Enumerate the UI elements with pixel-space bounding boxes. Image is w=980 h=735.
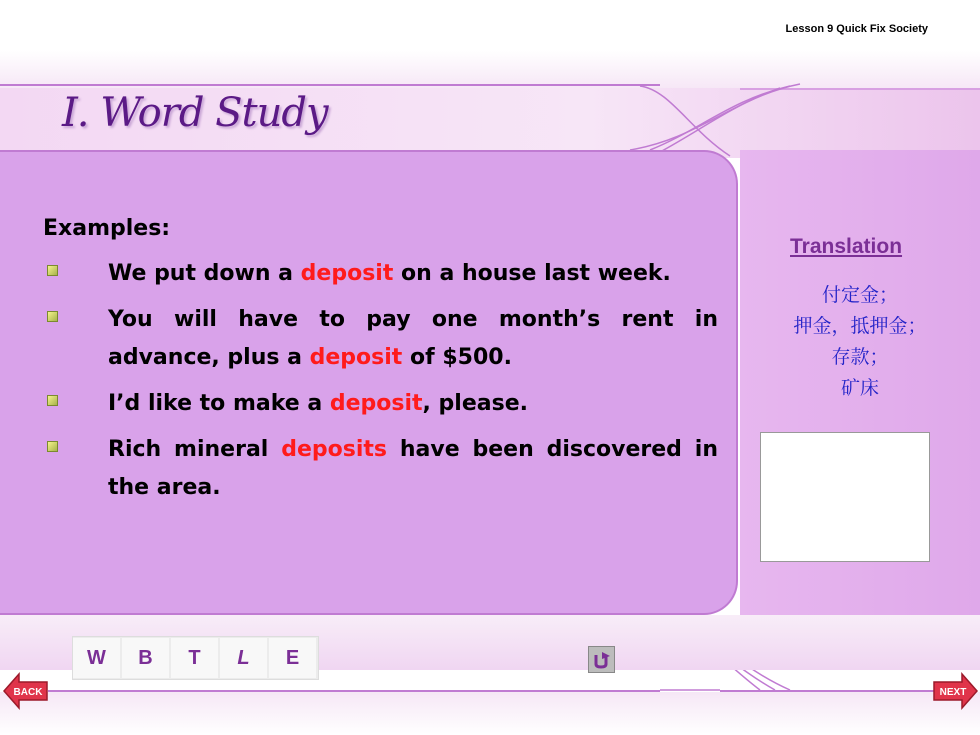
translation-line: 付定金； [821, 284, 898, 306]
lesson-title: Lesson 9 Quick Fix Society [785, 23, 928, 35]
back-label: BACK [13, 687, 43, 698]
nav-l-button[interactable]: L [220, 638, 267, 678]
next-button[interactable] [932, 672, 978, 710]
nav-e-button[interactable]: E [269, 638, 316, 678]
square-bullet-icon [47, 265, 58, 276]
back-button[interactable] [3, 672, 49, 710]
translation-link[interactable]: Translation [790, 235, 903, 258]
translation-line: 存款； [831, 346, 889, 368]
translation-line: 押金，抵押金； [793, 315, 927, 337]
example-sentence: Rich mineral deposits have been discovered in the area. [108, 437, 718, 500]
keyword-highlight: deposits [281, 437, 387, 462]
list-item [43, 385, 718, 423]
back-arrow-icon [3, 672, 49, 710]
example-list [43, 255, 718, 515]
example-sentence: We put down a deposit on a house last week. [108, 261, 671, 286]
list-item [43, 301, 718, 377]
keyword-highlight: deposit [309, 345, 403, 370]
square-bullet-icon [47, 441, 58, 452]
return-button[interactable] [588, 646, 615, 673]
keyword-highlight: deposit [300, 261, 394, 286]
example-sentence: You will have to pay one month’s rent in advance, plus a deposit of $500. [108, 307, 718, 370]
keyword-highlight: deposit [329, 391, 423, 416]
translation-list [775, 280, 945, 404]
nav-t-button[interactable]: T [171, 638, 218, 678]
translation-line: 矿床 [840, 377, 879, 399]
nav-b-button[interactable]: B [122, 638, 169, 678]
examples-heading: Examples: [43, 216, 171, 241]
bottom-base [0, 692, 980, 735]
square-bullet-icon [47, 395, 58, 406]
square-bullet-icon [47, 311, 58, 322]
return-arrow-icon [589, 647, 614, 672]
list-item [43, 431, 718, 507]
next-arrow-icon [932, 672, 978, 710]
list-item [43, 255, 718, 293]
nav-w-button[interactable]: W [73, 638, 120, 678]
section-nav [72, 636, 319, 680]
example-sentence: I’d like to make a deposit, please. [108, 391, 528, 416]
image-placeholder [760, 432, 930, 562]
next-label: NEXT [939, 687, 967, 698]
page-title: I. Word Study [62, 90, 328, 136]
